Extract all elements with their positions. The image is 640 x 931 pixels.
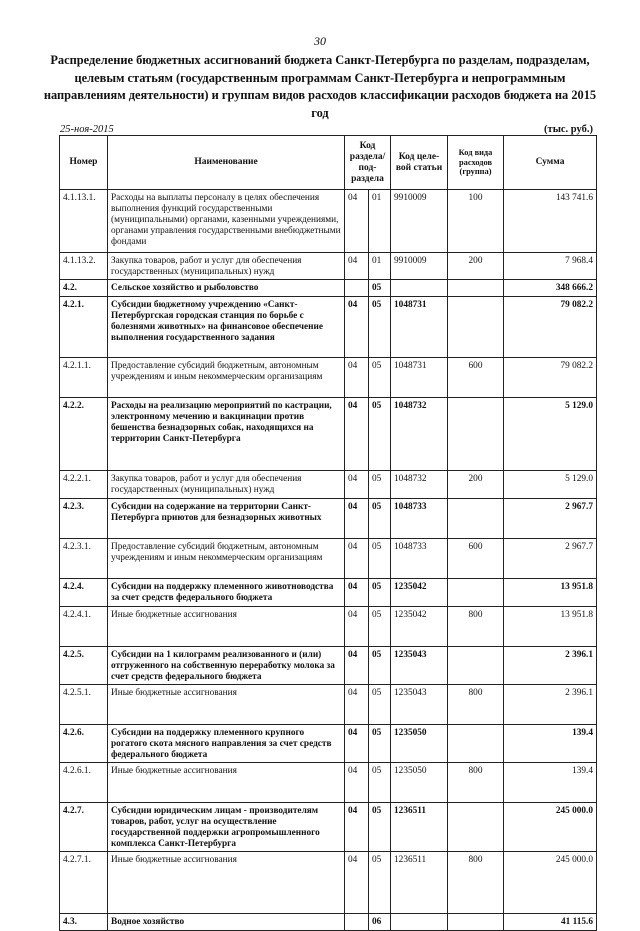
row-name: Иные бюджетные ассигнования [108, 763, 345, 803]
row-number: 4.2.4.1. [60, 607, 108, 647]
row-expense-type: 600 [448, 539, 504, 579]
row-target-code [391, 280, 448, 297]
row-name: Закупка товаров, работ и услуг для обеспечения государственных (муниципальных) нужд [108, 253, 345, 280]
row-section-code: 04 [345, 647, 369, 685]
row-amount: 143 741.6 [504, 190, 597, 253]
row-amount: 2 396.1 [504, 685, 597, 725]
header-amount: Сумма [504, 136, 597, 190]
row-name: Водное хозяйство [108, 914, 345, 931]
row-name: Предоставление субсидий бюджетным, автономным учреждениям и иным некоммерческим организациям [108, 539, 345, 579]
row-number: 4.2.3.1. [60, 539, 108, 579]
row-section-code: 04 [345, 499, 369, 539]
row-amount: 348 666.2 [504, 280, 597, 297]
row-expense-type [448, 499, 504, 539]
row-expense-type [448, 725, 504, 763]
row-section-code: 04 [345, 725, 369, 763]
row-amount: 13 951.8 [504, 607, 597, 647]
row-expense-type [448, 914, 504, 931]
row-target-code: 1235050 [391, 763, 448, 803]
row-amount: 79 082.2 [504, 358, 597, 398]
row-target-code: 1048733 [391, 499, 448, 539]
row-expense-type [448, 297, 504, 358]
table-row [60, 398, 597, 471]
row-target-code: 1235043 [391, 685, 448, 725]
row-name: Иные бюджетные ассигнования [108, 852, 345, 914]
table-row [60, 499, 597, 539]
table-row [60, 852, 597, 914]
row-subsection-code: 01 [369, 253, 391, 280]
table-row [60, 647, 597, 685]
row-number: 4.1.13.2. [60, 253, 108, 280]
row-target-code: 1048732 [391, 398, 448, 471]
row-target-code: 1235050 [391, 725, 448, 763]
row-expense-type: 800 [448, 763, 504, 803]
row-section-code: 04 [345, 539, 369, 579]
row-name: Закупка товаров, работ и услуг для обеспечения государственных (муниципальных) нужд [108, 471, 345, 499]
row-name: Субсидии на поддержку племенного животноводства за счет средств федерального бюджета [108, 579, 345, 607]
row-number: 4.2.7.1. [60, 852, 108, 914]
header-target: Код целе-вой статьи [391, 136, 448, 190]
header-expense-type: Код вида расходов (группа) [448, 136, 504, 190]
row-target-code: 1048731 [391, 358, 448, 398]
row-subsection-code: 05 [369, 398, 391, 471]
header-name: Наименование [108, 136, 345, 190]
row-amount: 2 967.7 [504, 539, 597, 579]
row-section-code [345, 914, 369, 931]
row-expense-type: 600 [448, 358, 504, 398]
row-expense-type [448, 803, 504, 852]
row-expense-type [448, 579, 504, 607]
row-number: 4.2.2. [60, 398, 108, 471]
table-row [60, 685, 597, 725]
row-name: Субсидии на содержание на территории Санкт-Петербурга приютов для безнадзорных животных [108, 499, 345, 539]
row-amount: 139.4 [504, 763, 597, 803]
row-amount: 41 115.6 [504, 914, 597, 931]
row-name: Расходы на реализацию мероприятий по кастрации, электронному мечению и вакцинации против бешенства безнадзорных собак, находящихся на территории Санкт-Петербурга [108, 398, 345, 471]
header-number: Номер [60, 136, 108, 190]
row-expense-type [448, 398, 504, 471]
table-header-row [60, 136, 597, 190]
row-amount: 79 082.2 [504, 297, 597, 358]
row-target-code: 1048731 [391, 297, 448, 358]
row-target-code: 1236511 [391, 803, 448, 852]
row-subsection-code: 05 [369, 358, 391, 398]
table-row [60, 280, 597, 297]
table-row [60, 914, 597, 931]
row-section-code: 04 [345, 852, 369, 914]
row-target-code: 1235042 [391, 607, 448, 647]
row-subsection-code: 05 [369, 647, 391, 685]
row-name: Расходы на выплаты персоналу в целях обеспечения выполнения функций государственными (муниципальными) органами, казенными учреждениями, органами управления государственными внебюджетными фондами [108, 190, 345, 253]
row-subsection-code: 05 [369, 297, 391, 358]
row-number: 4.2. [60, 280, 108, 297]
row-subsection-code: 05 [369, 685, 391, 725]
row-expense-type [448, 647, 504, 685]
row-subsection-code: 06 [369, 914, 391, 931]
row-section-code: 04 [345, 253, 369, 280]
row-section-code: 04 [345, 297, 369, 358]
row-subsection-code: 05 [369, 852, 391, 914]
row-subsection-code: 01 [369, 190, 391, 253]
row-number: 4.1.13.1. [60, 190, 108, 253]
row-section-code [345, 280, 369, 297]
row-number: 4.2.1. [60, 297, 108, 358]
table-row [60, 803, 597, 852]
row-expense-type: 800 [448, 852, 504, 914]
row-amount: 245 000.0 [504, 852, 597, 914]
row-name: Иные бюджетные ассигнования [108, 685, 345, 725]
row-expense-type: 200 [448, 471, 504, 499]
row-subsection-code: 05 [369, 499, 391, 539]
row-section-code: 04 [345, 358, 369, 398]
row-number: 4.2.6. [60, 725, 108, 763]
row-target-code [391, 914, 448, 931]
row-name: Иные бюджетные ассигнования [108, 607, 345, 647]
table-row [60, 297, 597, 358]
row-number: 4.2.5. [60, 647, 108, 685]
row-subsection-code: 05 [369, 803, 391, 852]
row-subsection-code: 05 [369, 725, 391, 763]
row-expense-type: 100 [448, 190, 504, 253]
row-number: 4.2.2.1. [60, 471, 108, 499]
row-target-code: 1236511 [391, 852, 448, 914]
row-amount: 5 129.0 [504, 471, 597, 499]
row-number: 4.2.5.1. [60, 685, 108, 725]
row-number: 4.2.3. [60, 499, 108, 539]
table-row [60, 607, 597, 647]
table-row [60, 539, 597, 579]
row-amount: 245 000.0 [504, 803, 597, 852]
row-amount: 13 951.8 [504, 579, 597, 607]
row-subsection-code: 05 [369, 539, 391, 579]
row-name: Субсидии на 1 килограмм реализованного и (или) отгруженного на собственную переработку молока за счет средств федерального бюджета [108, 647, 345, 685]
units-label: (тыс. руб.) [544, 124, 593, 135]
row-subsection-code: 05 [369, 280, 391, 297]
row-number: 4.2.7. [60, 803, 108, 852]
document-date: 25-ноя-2015 [60, 124, 114, 135]
table-row [60, 579, 597, 607]
row-subsection-code: 05 [369, 579, 391, 607]
row-number: 4.3. [60, 914, 108, 931]
row-expense-type: 800 [448, 607, 504, 647]
row-name: Субсидии бюджетному учреждению «Санкт-Петербургская городская станция по борьбе с болезнями животных» на финансовое обеспечение выполнения государственного задания [108, 297, 345, 358]
row-expense-type: 200 [448, 253, 504, 280]
page-number: 30 [314, 34, 326, 48]
table-row [60, 358, 597, 398]
row-target-code: 1048733 [391, 539, 448, 579]
row-number: 4.2.1.1. [60, 358, 108, 398]
row-amount: 7 968.4 [504, 253, 597, 280]
row-amount: 5 129.0 [504, 398, 597, 471]
row-expense-type: 800 [448, 685, 504, 725]
row-name: Сельское хозяйство и рыболовство [108, 280, 345, 297]
row-target-code: 1235043 [391, 647, 448, 685]
row-expense-type [448, 280, 504, 297]
row-section-code: 04 [345, 190, 369, 253]
table-row [60, 190, 597, 253]
row-subsection-code: 05 [369, 763, 391, 803]
row-section-code: 04 [345, 607, 369, 647]
budget-table [59, 135, 597, 931]
row-name: Субсидии юридическим лицам - производителям товаров, работ, услуг на осуществление государственной поддержки агропромышленного комплекса Санкт-Петербурга [108, 803, 345, 852]
table-row [60, 725, 597, 763]
row-amount: 139.4 [504, 725, 597, 763]
row-target-code: 9910009 [391, 190, 448, 253]
row-section-code: 04 [345, 763, 369, 803]
page-title: Распределение бюджетных ассигнований бюджета Санкт-Петербурга по разделам, подразделам, целевым статьям (государственным программам Санкт-Петербурга и непрограммным направлениям деятельности) и группам видов расходов классификации расходов бюджета на 2015 год [43, 53, 597, 120]
row-section-code: 04 [345, 803, 369, 852]
table-row [60, 763, 597, 803]
row-name: Субсидии на поддержку племенного крупного рогатого скота мясного направления за счет средств федерального бюджета [108, 725, 345, 763]
row-subsection-code: 05 [369, 471, 391, 499]
table-row [60, 471, 597, 499]
row-section-code: 04 [345, 685, 369, 725]
row-number: 4.2.6.1. [60, 763, 108, 803]
header-section: Код раздела/ под-раздела [345, 136, 391, 190]
row-subsection-code: 05 [369, 607, 391, 647]
row-number: 4.2.4. [60, 579, 108, 607]
row-target-code: 1048732 [391, 471, 448, 499]
row-amount: 2 967.7 [504, 499, 597, 539]
row-target-code: 9910009 [391, 253, 448, 280]
row-section-code: 04 [345, 579, 369, 607]
table-row [60, 253, 597, 280]
row-name: Предоставление субсидий бюджетным, автономным учреждениям и иным некоммерческим организациям [108, 358, 345, 398]
row-section-code: 04 [345, 471, 369, 499]
row-section-code: 04 [345, 398, 369, 471]
row-target-code: 1235042 [391, 579, 448, 607]
row-amount: 2 396.1 [504, 647, 597, 685]
